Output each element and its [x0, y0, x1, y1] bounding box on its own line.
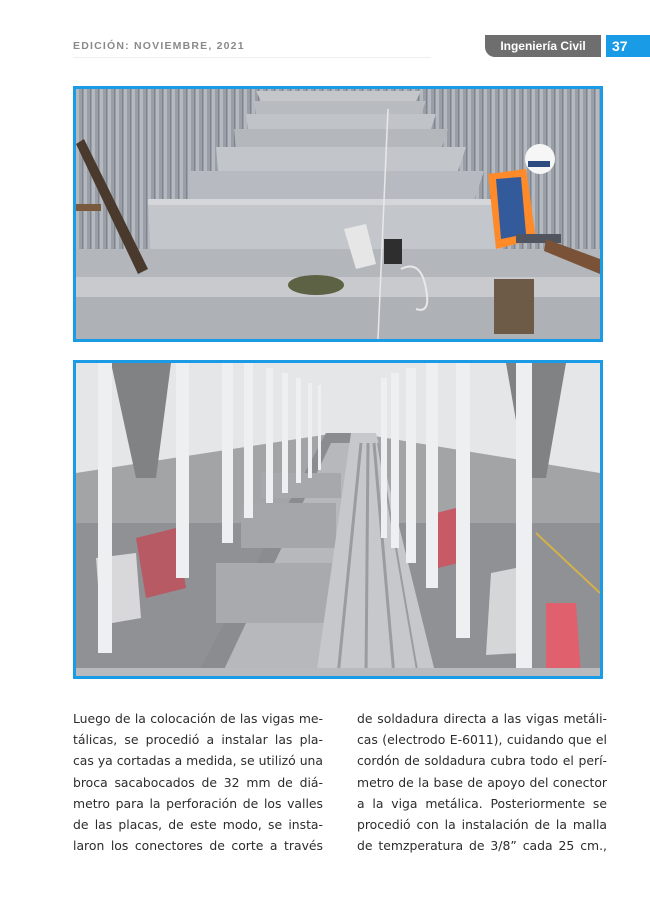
edition-label: EDICIÓN: NOVIEMBRE, 2021 — [73, 40, 245, 52]
body-line: de las placas, de este modo, se insta- — [73, 817, 323, 833]
body-line: procedió con la instalación de la malla — [357, 817, 607, 833]
header-rule — [73, 57, 431, 58]
body-line: de temzperatura de 3/8” cada 25 cm., — [357, 838, 607, 854]
body-line: de soldadura directa a las vigas metáli- — [357, 711, 607, 726]
section-title: Ingeniería Civil — [500, 39, 586, 53]
body-line: a la viga metálica. Posteriormente se — [357, 795, 607, 811]
steel-deck-photo-illustration — [76, 363, 600, 676]
body-line: broca sacabocados de 32 mm de diá- — [73, 774, 323, 790]
steel-beams-photo-illustration — [76, 89, 600, 339]
body-column-right — [357, 708, 607, 856]
photo-steel-deck — [73, 360, 603, 679]
body-line: cordón de soldadura cubra todo el perí- — [357, 753, 607, 769]
body-line: tálicas, se procedió a instalar las pla- — [73, 732, 323, 748]
body-line: metro de la base de apoyo del conector — [357, 774, 607, 790]
section-tab — [485, 35, 601, 57]
body-line: Luego de la colocación de las vigas me- — [73, 711, 323, 726]
body-line: cas (electrodo E-6011), cuidando que el — [357, 732, 607, 748]
body-column-left — [73, 708, 323, 856]
page-number-box — [606, 35, 650, 57]
body-line: metro para la perforación de los valles — [73, 795, 323, 811]
page-number: 37 — [612, 38, 628, 54]
body-line: laron los conectores de corte a través — [73, 838, 323, 854]
body-line: cas ya cortadas a medida, se utilizó una — [73, 753, 323, 769]
photo-steel-beams — [73, 86, 603, 342]
